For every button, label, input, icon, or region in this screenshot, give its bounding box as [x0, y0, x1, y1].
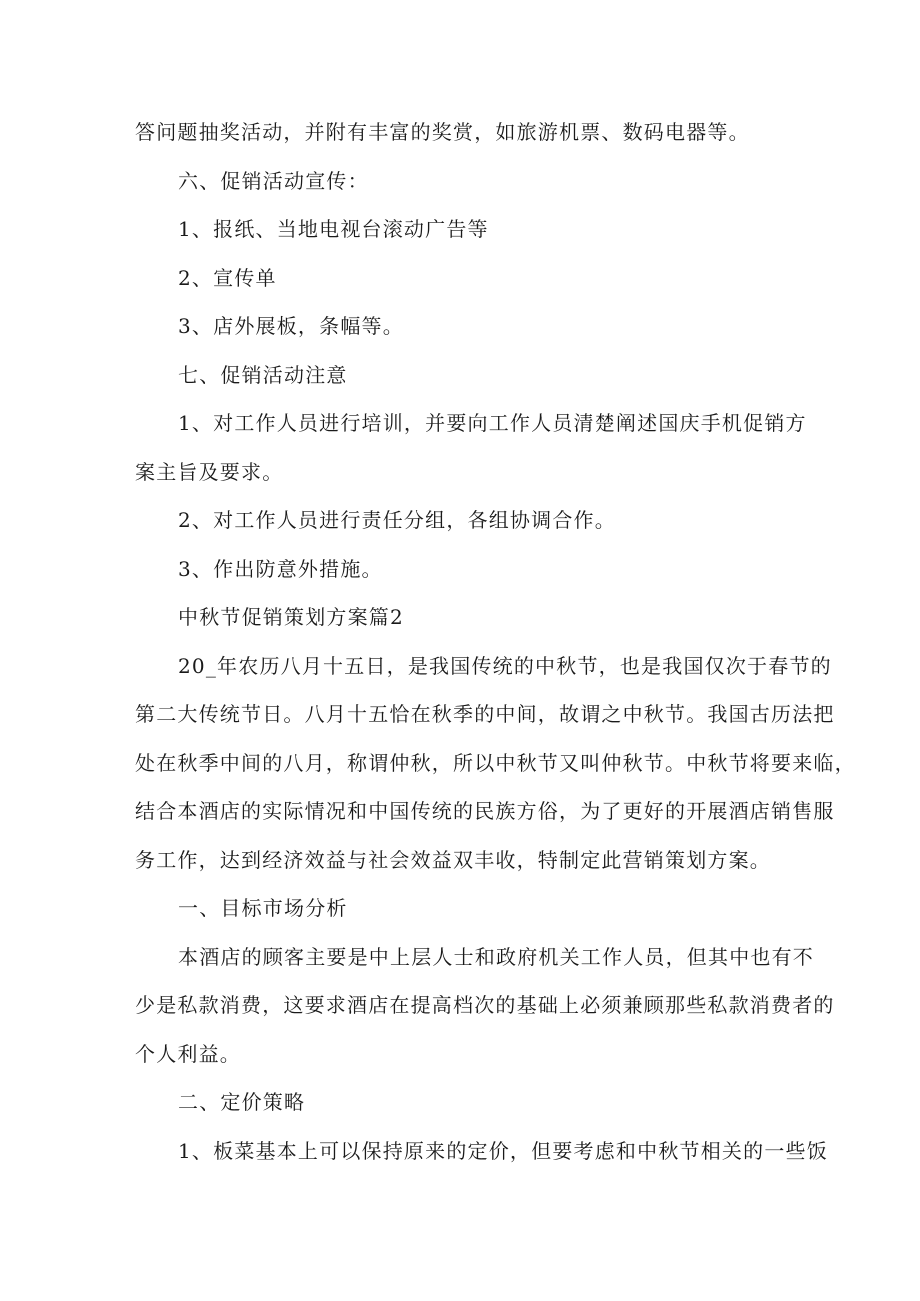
list-item: 2、宣传单 [178, 266, 277, 290]
section-heading: 六、促销活动宣传： [178, 169, 369, 193]
list-item: 1、报纸、当地电视台滚动广告等 [178, 217, 489, 241]
list-item: 1、对工作人员进行培训，并要向工作人员清楚阐述国庆手机促销方 [178, 411, 807, 435]
paragraph-line: 个人利益。 [135, 1042, 241, 1066]
section-heading: 二、定价策略 [178, 1090, 306, 1114]
article-title: 中秋节促销策划方案篇2 [178, 605, 404, 629]
text-line: 案主旨及要求。 [135, 460, 284, 484]
paragraph-line: 本酒店的顾客主要是中上层人士和政府机关工作人员，但其中也有不 [178, 945, 814, 969]
paragraph-line: 第二大传统节日。八月十五恰在秋季的中间，故谓之中秋节。我国古历法把 [135, 702, 835, 726]
list-item: 1、板菜基本上可以保持原来的定价，但要考虑和中秋节相关的一些饭 [178, 1139, 828, 1163]
list-item: 3、作出防意外措施。 [178, 557, 383, 581]
section-heading: 一、目标市场分析 [178, 896, 348, 920]
paragraph-line: 务工作，达到经济效益与社会效益双丰收，特制定此营销策划方案。 [135, 848, 771, 872]
list-item: 3、店外展板，条幅等。 [178, 314, 404, 338]
paragraph-line: 处在秋季中间的八月，称谓仲秋，所以中秋节又叫仲秋节。中秋节将要来临， [135, 751, 856, 775]
paragraph-line: 结合本酒店的实际情况和中国传统的民族方俗，为了更好的开展酒店销售服 [135, 799, 835, 823]
section-heading: 七、促销活动注意 [178, 363, 348, 387]
paragraph-line: 20_年农历八月十五日，是我国传统的中秋节，也是我国仅次于春节的 [178, 654, 832, 678]
text-line: 答问题抽奖活动，并附有丰富的奖赏，如旅游机票、数码电器等。 [135, 120, 750, 144]
list-item: 2、对工作人员进行责任分组，各组协调合作。 [178, 508, 616, 532]
paragraph-line: 少是私款消费，这要求酒店在提高档次的基础上必须兼顾那些私款消费者的 [135, 993, 835, 1017]
